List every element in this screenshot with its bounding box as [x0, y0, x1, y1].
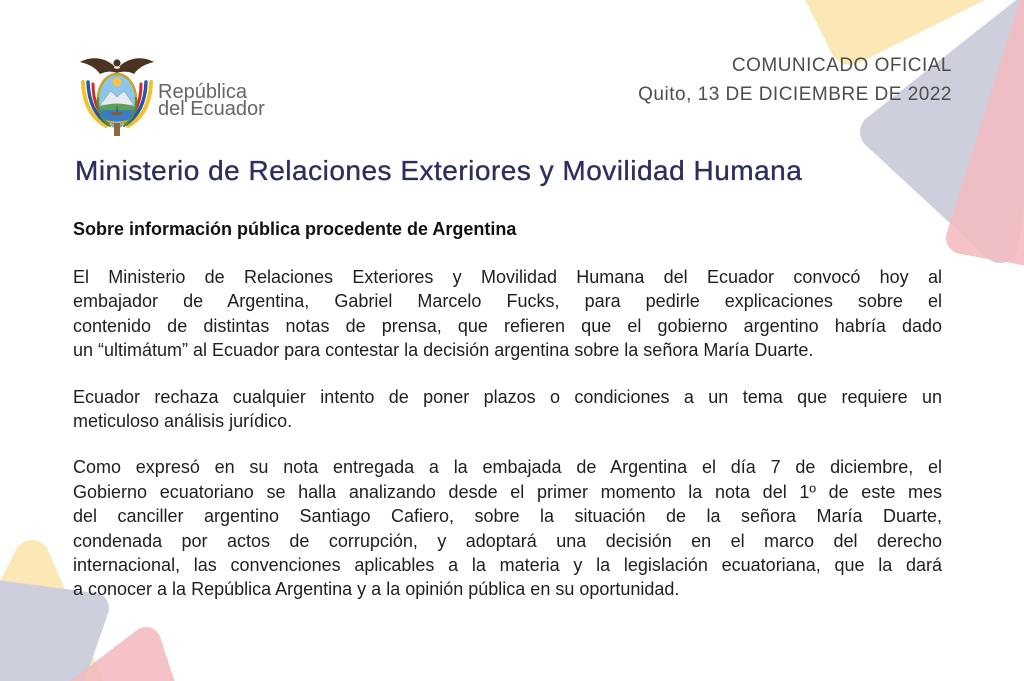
body-line: contenido de distintas notas de prensa, que refieren que el gobierno argentino habría dado: [73, 315, 942, 336]
statement-body: [73, 265, 942, 624]
body-line: del canciller argentino Santiago Cafiero, sobre la situación de la señora María Duarte,: [73, 506, 942, 527]
body-line: meticuloso análisis jurídico.: [73, 411, 293, 432]
sun: [113, 78, 122, 87]
condor: [80, 58, 154, 74]
paragraph-2: [73, 385, 942, 434]
body-line: El Ministerio de Relaciones Exteriores y Movilidad Humana del Ecuador convocó hoy al: [73, 267, 942, 287]
paragraph-3: [73, 455, 942, 601]
logo-line-1: República: [158, 81, 247, 103]
fasces: [110, 123, 124, 136]
place-and-date: Quito, 13 DE DICIEMBRE DE 2022: [638, 84, 952, 105]
body-line: Gobierno ecuatoriano se halla analizando desde el primer momento la nota del 1º de este mes: [73, 481, 942, 502]
body-line: Como expresó en su nota entregada a la embajada de Argentina el día 7 de diciembre, el: [73, 457, 942, 478]
coat-of-arms-icon: [78, 52, 156, 138]
paragraph-1: [73, 265, 942, 363]
body-line: embajador de Argentina, Gabriel Marcelo Fucks, para pedirle explicaciones sobre el: [73, 291, 942, 312]
ministry-title: Ministerio de Relaciones Exteriores y Movilidad Humana: [75, 155, 803, 186]
body-line: internacional, las convenciones aplicables a la materia y la legislación ecuatoriana, que la dará: [73, 555, 942, 576]
subject-heading: Sobre información pública procedente de Argentina: [73, 219, 517, 239]
decor-shape-yellow-top: [815, 0, 990, 45]
document-type: COMUNICADO OFICIAL: [731, 55, 952, 76]
logo-wordmark: [158, 81, 265, 120]
body-line: condenada por actos de corrupción, y adoptará una decisión en el marco del derecho: [73, 530, 942, 551]
body-line: un “ultimátum” al Ecuador para contestar la decisión argentina sobre la señora María Duarte.: [73, 340, 814, 361]
body-line: a conocer a la República Argentina y a la opinión pública en su oportunidad.: [73, 579, 680, 600]
body-line: Ecuador rechaza cualquier intento de poner plazos o condiciones a un tema que requiere un: [73, 386, 942, 407]
logo-line-2: del Ecuador: [158, 98, 265, 120]
